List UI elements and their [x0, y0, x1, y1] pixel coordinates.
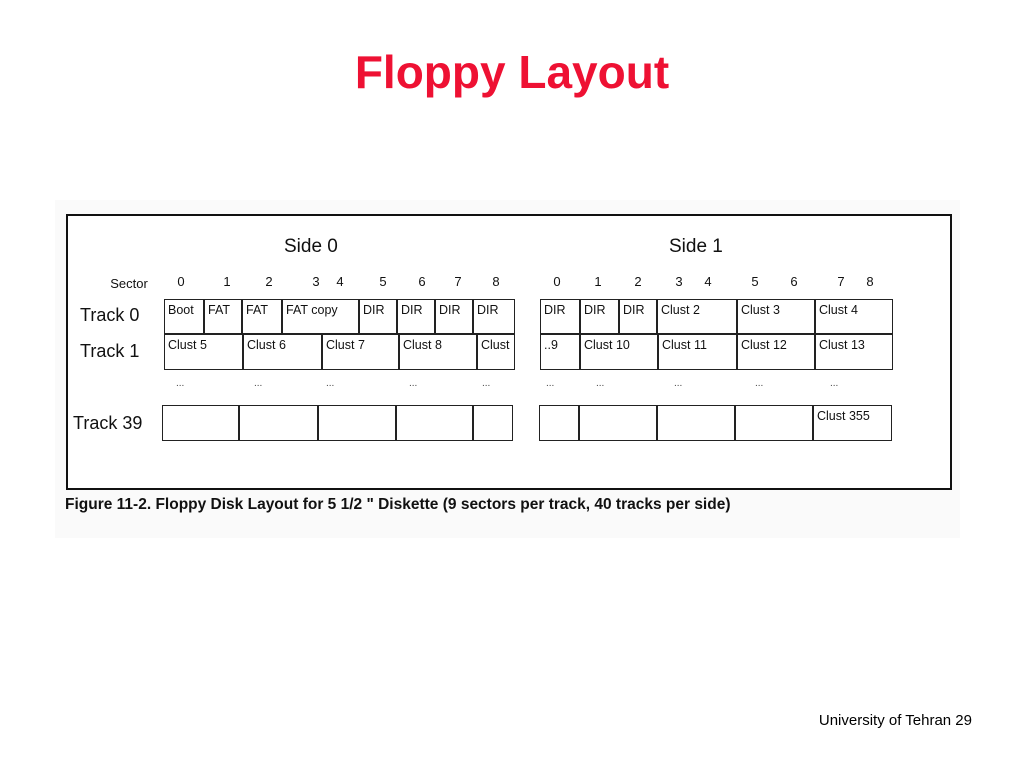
sector-number: 7: [454, 274, 462, 289]
sector-number: 5: [379, 274, 387, 289]
track0-side0-cell: DIR: [435, 299, 473, 334]
sector-number: 4: [336, 274, 344, 289]
track39-side0-cell: [318, 405, 396, 441]
track1-side0-cell: Clust 6: [243, 334, 322, 370]
track0-side0-cell: DIR: [473, 299, 515, 334]
continuation-dots: ...: [546, 378, 555, 389]
continuation-dots: ...: [596, 378, 605, 389]
track1-side1-cell: Clust 13: [815, 334, 893, 370]
track39-side0-cell: [473, 405, 513, 441]
track-label-0: Track 0: [80, 305, 140, 325]
track39-side0-cell: [396, 405, 473, 441]
continuation-dots: ...: [409, 378, 418, 389]
track-label-1: Track 1: [80, 341, 140, 361]
continuation-dots: ...: [674, 378, 683, 389]
track1-side1-cell: Clust 10: [580, 334, 658, 370]
track1-side0-cell: Clust 7: [322, 334, 399, 370]
track39-side1-cell: Clust 355: [813, 405, 892, 441]
track0-side1-cell: Clust 4: [815, 299, 893, 334]
track39-side0-cell: [239, 405, 318, 441]
track0-side1-cell: Clust 2: [657, 299, 737, 334]
track39-side1-cell: [735, 405, 813, 441]
sector-number: 2: [265, 274, 273, 289]
track0-side0-cell: DIR: [359, 299, 397, 334]
side-1-label: Side 1: [669, 236, 723, 257]
continuation-dots: ...: [326, 378, 335, 389]
sector-number: 3: [675, 274, 683, 289]
sector-number: 1: [594, 274, 602, 289]
track1-side1-cell: Clust 12: [737, 334, 815, 370]
sector-number: 0: [553, 274, 561, 289]
continuation-dots: ...: [482, 378, 491, 389]
sector-number: 0: [177, 274, 185, 289]
track39-side0-cell: [162, 405, 239, 441]
sector-number: 2: [634, 274, 642, 289]
sector-number: 7: [837, 274, 845, 289]
track1-side0-cell: Clust 8: [399, 334, 477, 370]
continuation-dots: ...: [755, 378, 764, 389]
sector-number: 4: [704, 274, 712, 289]
track0-side1-cell: Clust 3: [737, 299, 815, 334]
track1-side1-cell: ..9: [540, 334, 580, 370]
continuation-dots: ...: [254, 378, 263, 389]
continuation-dots: ...: [176, 378, 185, 389]
sector-number: 6: [790, 274, 798, 289]
track39-side1-cell: [539, 405, 579, 441]
sector-number: 1: [223, 274, 231, 289]
track39-side1-cell: [579, 405, 657, 441]
track0-side1-cell: DIR: [580, 299, 619, 334]
track0-side1-cell: DIR: [540, 299, 580, 334]
track0-side0-cell: Boot: [164, 299, 204, 334]
track0-side0-cell: FAT: [242, 299, 282, 334]
sector-label: Sector: [110, 276, 148, 291]
track0-side1-cell: DIR: [619, 299, 657, 334]
sector-number: 6: [418, 274, 426, 289]
floppy-layout-figure: [55, 200, 960, 538]
side-0-label: Side 0: [284, 236, 338, 257]
sector-number: 3: [312, 274, 320, 289]
track1-side0-cell: Clust 5: [164, 334, 243, 370]
continuation-dots: ...: [830, 378, 839, 389]
track0-side0-cell: FAT: [204, 299, 242, 334]
slide-title: Floppy Layout: [354, 46, 670, 98]
track-label-39: Track 39: [73, 413, 143, 433]
sector-number: 8: [866, 274, 874, 289]
figure-caption: Figure 11-2. Floppy Disk Layout for 5 1/2 " Diskette (9 sectors per track, 40 tracks per side): [65, 496, 731, 513]
track1-side0-cell: Clust: [477, 334, 515, 370]
sector-number: 8: [492, 274, 500, 289]
track0-side0-cell: DIR: [397, 299, 435, 334]
track1-side1-cell: Clust 11: [658, 334, 737, 370]
track0-side0-cell: FAT copy: [282, 299, 359, 334]
track39-side1-cell: [657, 405, 735, 441]
sector-number: 5: [751, 274, 759, 289]
footer-text: University of Tehran 29: [818, 712, 972, 729]
